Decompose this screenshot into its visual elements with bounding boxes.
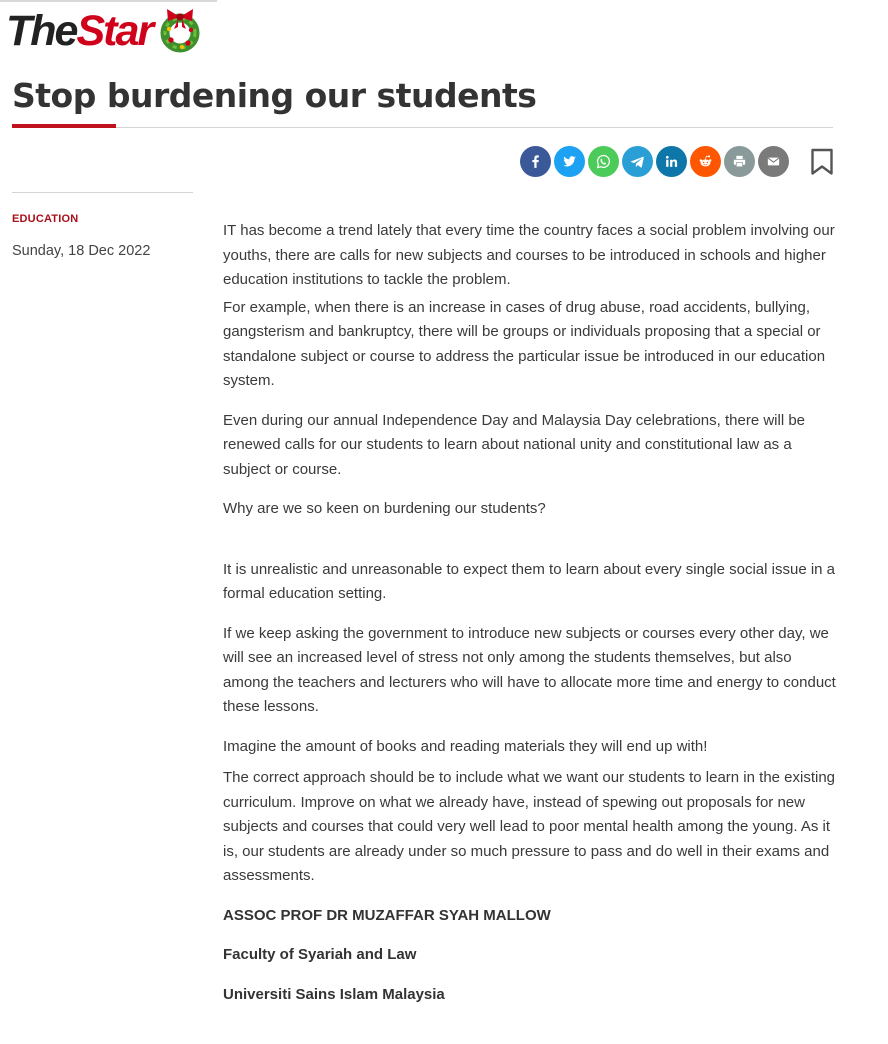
site-logo[interactable] [6,5,205,57]
article-paragraph: Imagine the amount of books and reading materials they will end up with! [223,737,708,755]
share-telegram-button[interactable] [622,146,653,177]
whatsapp-icon [595,153,612,170]
category-link[interactable]: EDUCATION [12,213,79,225]
share-bar [520,146,834,177]
article-paragraph: Why are we so keen on burdening our students? [223,500,546,517]
article-paragraph: It is unrealistic and unreasonable to expect them to learn about every single social issue in a formal education setting. [223,560,836,602]
email-icon [765,153,782,170]
linkedin-icon [663,153,680,170]
headline-accent-bar [12,124,116,128]
share-linkedin-button[interactable] [656,146,687,177]
headline-divider [12,127,833,128]
bookmark-icon [810,148,834,176]
reddit-icon [697,153,714,170]
telegram-icon [629,153,646,170]
twitter-icon [561,153,578,170]
article-body [223,219,837,1007]
article-headline: Stop burdening our students [12,76,537,115]
share-reddit-button[interactable] [690,146,721,177]
article-paragraph: If we keep asking the government to introduce new subjects or courses every other day, we will see an increased level of stress not only among the students themselves, but also among the teachers and lecturers who will have to allocate more time and energy to conduct these lessons. [223,624,836,715]
christmas-wreath-icon [155,5,205,53]
bookmark-button[interactable] [810,148,834,176]
share-whatsapp-button[interactable] [588,146,619,177]
author-university: Universiti Sains Islam Malaysia [223,985,445,1003]
print-icon [731,153,748,170]
publish-date: Sunday, 18 Dec 2022 [12,243,151,259]
logo-wordmark: TheStar [6,6,153,55]
share-email-button[interactable] [758,146,789,177]
top-divider [0,0,217,2]
share-facebook-button[interactable] [520,146,551,177]
author-faculty: Faculty of Syariah and Law [223,946,417,963]
author-name: ASSOC PROF DR MUZAFFAR SYAH MALLOW [223,906,551,924]
article-paragraph: The correct approach should be to include what we want our students to learn in the existing curriculum. Improve on what we already have, instead of spewing out proposals for new subjects and courses that could very well lead to poor mental health among the young. As it is, our students are already under so much pressure to pass and do well in their exams and assessments. [223,769,836,884]
article-paragraph: For example, when there is an increase in cases of drug abuse, road accidents, bullying, gangsterism and bankruptcy, there will be groups or individuals proposing that a special or standalone subject or course to address the particular issue be introduced in our education system. [223,298,826,389]
article-paragraph: Even during our annual Independence Day and Malaysia Day celebrations, there will be renewed calls for our students to learn about national unity and constitutional law as a subject or course. [223,411,806,478]
share-print-button[interactable] [724,146,755,177]
facebook-icon [527,153,544,170]
sidebar-divider [12,192,193,193]
article-paragraph: IT has become a trend lately that every time the country faces a social problem involving our youths, there are calls for new subjects and courses to be introduced in schools and higher education institutions to tackle the problem. [223,222,835,288]
share-twitter-button[interactable] [554,146,585,177]
